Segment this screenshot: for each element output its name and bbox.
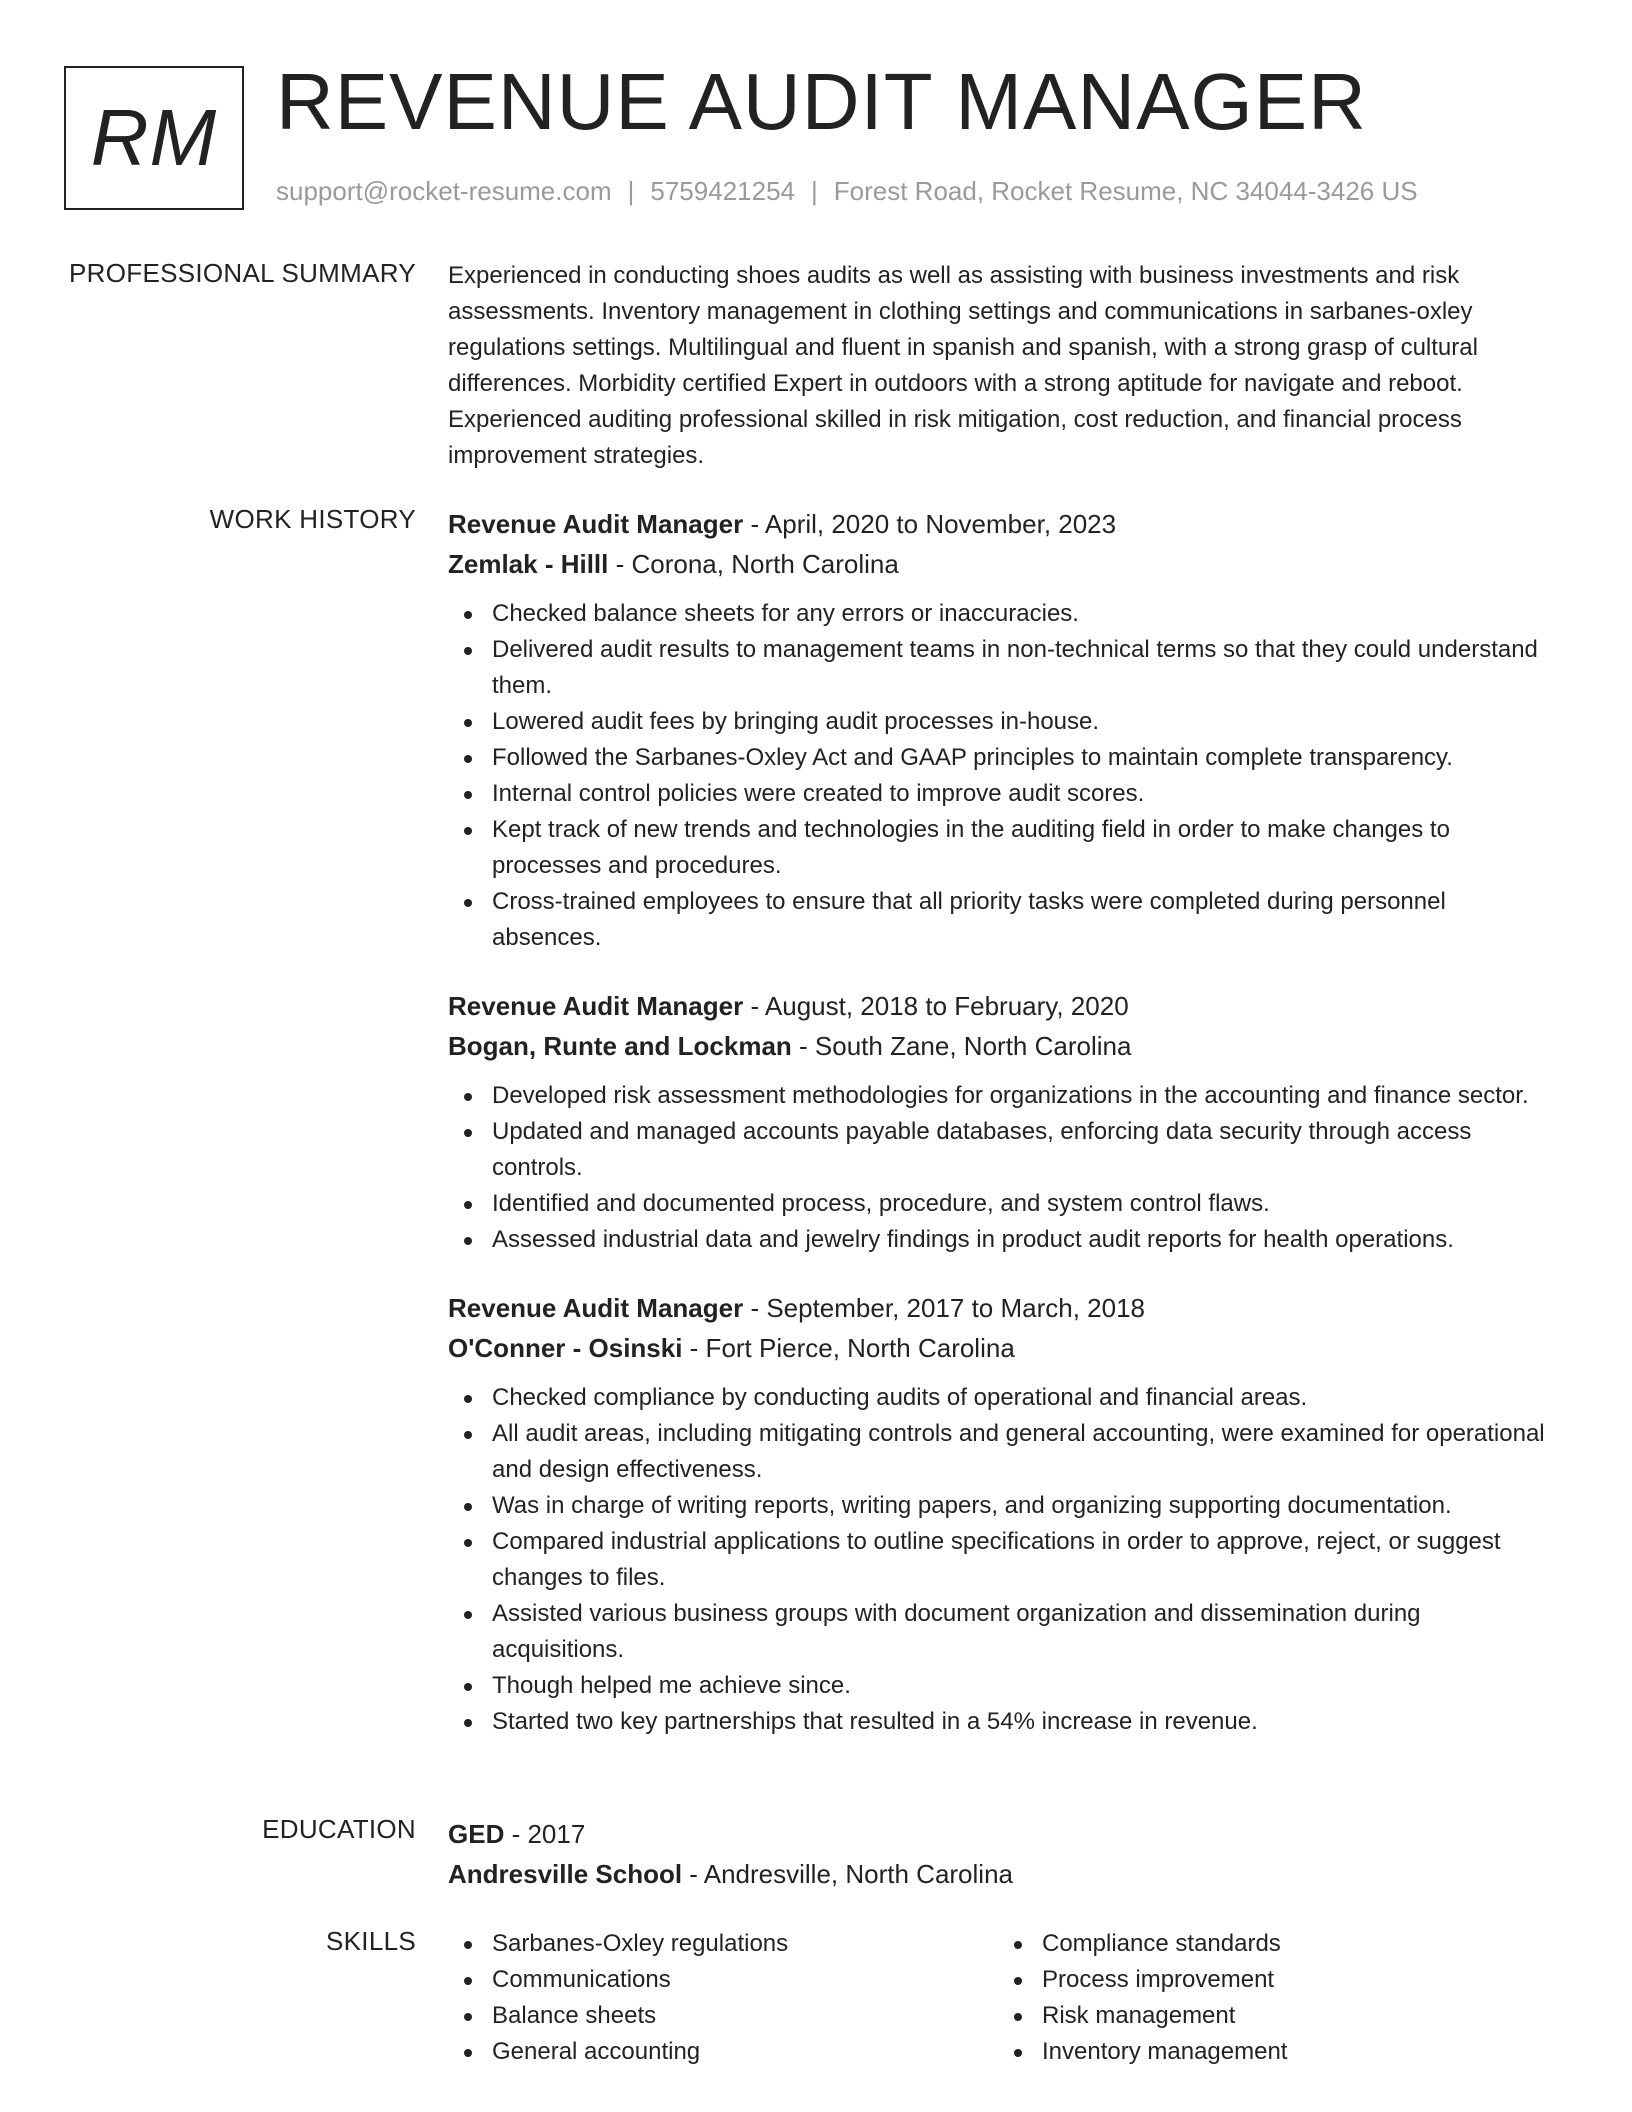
job-title-line	[448, 1288, 1548, 1328]
skills-label: SKILLS	[326, 1926, 416, 1956]
skills-grid	[448, 1926, 1548, 2070]
education-year: - 2017	[504, 1819, 586, 1849]
skills-column-right	[998, 1926, 1548, 2070]
job-title-line	[448, 504, 1548, 544]
education-body	[448, 1814, 1548, 1894]
skills-column-left	[448, 1926, 998, 2070]
education-school: Andresville School	[448, 1859, 683, 1889]
job-location: - Corona, North Carolina	[608, 549, 899, 579]
skills-list	[448, 1926, 998, 2070]
job-bullet: Lowered audit fees by bringing audit processes in-house.	[448, 704, 1548, 740]
job-bullet: Started two key partnerships that resulted in a 54% increase in revenue.	[448, 1704, 1548, 1740]
monogram-box	[64, 66, 244, 210]
job-title: Revenue Audit Manager	[448, 991, 744, 1021]
monogram-initials: RM	[90, 93, 218, 182]
job-bullet: Compared industrial applications to outline specifications in order to approve, reject, or suggest changes to files.	[448, 1524, 1548, 1596]
contact-separator: |	[627, 176, 635, 206]
job-title-line	[448, 986, 1548, 1026]
skill-item: Balance sheets	[448, 1998, 998, 2034]
job-company-line	[448, 544, 1548, 584]
skill-item: Communications	[448, 1962, 998, 1998]
job-bullet: Updated and managed accounts payable databases, enforcing data security through access controls.	[448, 1114, 1548, 1186]
job-dates: - September, 2017 to March, 2018	[743, 1293, 1146, 1323]
job-bullet: Was in charge of writing reports, writing papers, and organizing supporting documentation.	[448, 1488, 1548, 1524]
job-entry	[448, 986, 1548, 1258]
contact-phone: 5759421254	[650, 176, 795, 206]
job-bullet: Though helped me achieve since.	[448, 1668, 1548, 1704]
job-dates: - August, 2018 to February, 2020	[743, 991, 1129, 1021]
job-company: O'Conner - Osinski	[448, 1333, 683, 1363]
job-title: Revenue Audit Manager	[448, 509, 744, 539]
job-dates: - April, 2020 to November, 2023	[743, 509, 1117, 539]
job-company-line	[448, 1328, 1548, 1368]
job-bullets	[448, 1078, 1548, 1258]
job-bullet: Checked compliance by conducting audits of operational and financial areas.	[448, 1380, 1548, 1416]
job-entry	[448, 504, 1548, 956]
job-title: Revenue Audit Manager	[448, 1293, 744, 1323]
job-bullet: Developed risk assessment methodologies for organizations in the accounting and finance sector.	[448, 1078, 1548, 1114]
education-degree-line	[448, 1814, 1548, 1854]
job-location: - Fort Pierce, North Carolina	[682, 1333, 1015, 1363]
skill-item: General accounting	[448, 2034, 998, 2070]
education-location: - Andresville, North Carolina	[682, 1859, 1013, 1889]
job-bullet: Identified and documented process, procedure, and system control flaws.	[448, 1186, 1548, 1222]
skill-item: Process improvement	[998, 1962, 1548, 1998]
skill-item: Inventory management	[998, 2034, 1548, 2070]
contact-email: support@rocket-resume.com	[276, 176, 612, 206]
skill-item: Sarbanes-Oxley regulations	[448, 1926, 998, 1962]
summary-label: PROFESSIONAL SUMMARY	[69, 258, 416, 288]
job-bullet: Assessed industrial data and jewelry findings in product audit reports for health operations.	[448, 1222, 1548, 1258]
job-bullet: Checked balance sheets for any errors or inaccuracies.	[448, 596, 1548, 632]
work-history-label: WORK HISTORY	[209, 504, 416, 534]
job-bullet: Cross-trained employees to ensure that all priority tasks were completed during personnel absences.	[448, 884, 1548, 956]
job-bullets	[448, 1380, 1548, 1740]
job-bullet: Kept track of new trends and technologies in the auditing field in order to make changes to processes and procedures.	[448, 812, 1548, 884]
job-bullet: Followed the Sarbanes-Oxley Act and GAAP principles to maintain complete transparency.	[448, 740, 1548, 776]
education-label: EDUCATION	[262, 1814, 416, 1844]
summary-text: Experienced in conducting shoes audits as well as assisting with business investments and risk assessments. Inventory management in clothing settings and communications in sarbanes-oxley regulations settings. Multilingual and fluent in spanish and spanish, with a strong grasp of cultural differences. Morbidity certified Expert in outdoors with a strong aptitude for navigate and reboot. Experienced auditing professional skilled in risk mitigation, cost reduction, and financial process improvement strategies.	[448, 262, 1478, 469]
contact-line	[276, 176, 1418, 207]
work-history-body	[448, 504, 1548, 1770]
skill-item: Risk management	[998, 1998, 1548, 2034]
skill-item: Compliance standards	[998, 1926, 1548, 1962]
job-bullet: All audit areas, including mitigating controls and general accounting, were examined for operational and design effectiveness.	[448, 1416, 1548, 1488]
contact-separator: |	[811, 176, 818, 206]
job-company: Bogan, Runte and Lockman	[448, 1031, 792, 1061]
job-bullet: Assisted various business groups with document organization and dissemination during acquisitions.	[448, 1596, 1548, 1668]
skills-list	[998, 1926, 1548, 2070]
education-degree: GED	[448, 1819, 505, 1849]
job-bullets	[448, 596, 1548, 956]
job-entry	[448, 1288, 1548, 1740]
education-school-line	[448, 1854, 1548, 1894]
job-company-line	[448, 1026, 1548, 1066]
resume-title: REVENUE AUDIT MANAGER	[276, 57, 1367, 146]
job-company: Zemlak - Hilll	[448, 549, 609, 579]
job-bullet: Delivered audit results to management teams in non-technical terms so that they could understand them.	[448, 632, 1548, 704]
job-bullet: Internal control policies were created to improve audit scores.	[448, 776, 1548, 812]
contact-address: Forest Road, Rocket Resume, NC 34044-3426 US	[833, 176, 1418, 206]
job-location: - South Zane, North Carolina	[791, 1031, 1132, 1061]
